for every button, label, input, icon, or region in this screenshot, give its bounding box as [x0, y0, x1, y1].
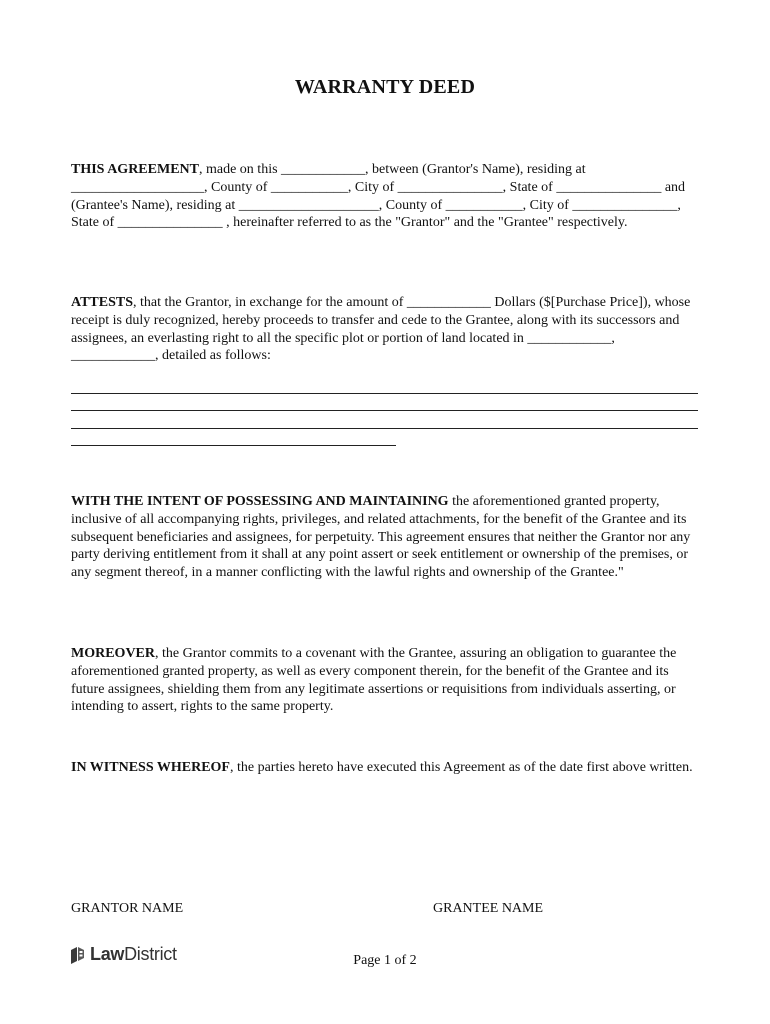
witness-paragraph: [71, 759, 701, 777]
moreover-lead: MOREOVER: [71, 646, 155, 661]
agreement-lead: THIS AGREEMENT: [71, 162, 199, 177]
intent-lead: WITH THE INTENT OF POSSESSING AND MAINTAINING: [71, 494, 449, 509]
description-blank-line: [71, 428, 698, 429]
intent-paragraph: [71, 493, 701, 582]
witness-lead: IN WITNESS WHEREOF: [71, 760, 230, 775]
logo-text-district: District: [124, 944, 177, 964]
attests-lead: ATTESTS: [71, 295, 133, 310]
description-blank-line: [71, 445, 396, 446]
witness-text: , the parties hereto have executed this Agreement as of the date first above written.: [229, 760, 693, 775]
description-blank-line: [71, 410, 698, 411]
intent-text: the aforementioned granted property, inclusive of all accompanying rights, privileges, and related attachments, for the benefit of the Grantee and its subsequent beneficiaries and assignees, for perpetuity. This agreement ensures that neither the Grantor nor any party deriving entitlement from it shall at any point assert or seek entitlement or ownership of the premises, or any segment thereof, in a manner conflicting with the lawful rights and ownership of the Grantee.": [71, 494, 691, 581]
moreover-paragraph: [71, 645, 701, 716]
grantor-name-label: GRANTOR NAME: [71, 901, 184, 916]
attests-text: , that the Grantor, in exchange for the amount of ____________ Dollars ($[Purchase Price]), whose receipt is duly recognized, hereby proceeds to transfer and cede to the Grantee, along with its successors and assignees, an everlasting right to all the specific plot or portion of land located in ____________, ____________, detailed as follows:: [71, 295, 691, 364]
attests-paragraph: [71, 294, 701, 365]
document-title: WARRANTY DEED: [294, 76, 476, 98]
moreover-text: , the Grantor commits to a covenant with the Grantee, assuring an obligation to guarantee the aforementioned granted property, as well as every component therein, for the benefit of the Grantee and its future assignees, shielding them from any legitimate assertions or requisitions from individuals asserting, or intending to assert, rights to the same property.: [71, 646, 677, 715]
agreement-text: , made on this ____________, between (Grantor's Name), residing at ___________________, County of ___________, City of _______________, State of _______________ and (Grantee's Name), residing at ____________________, County of ___________, City of _______________, State of _______________ , hereinafter referred to as the "Grantor" and the "Grantee" respectively.: [71, 162, 686, 231]
logo-text-law: Law: [90, 944, 125, 964]
grantee-name-label: GRANTEE NAME: [433, 901, 544, 916]
description-blank-line: [71, 393, 698, 394]
page-number: Page 1 of 2: [353, 953, 417, 968]
agreement-paragraph: [71, 161, 701, 232]
